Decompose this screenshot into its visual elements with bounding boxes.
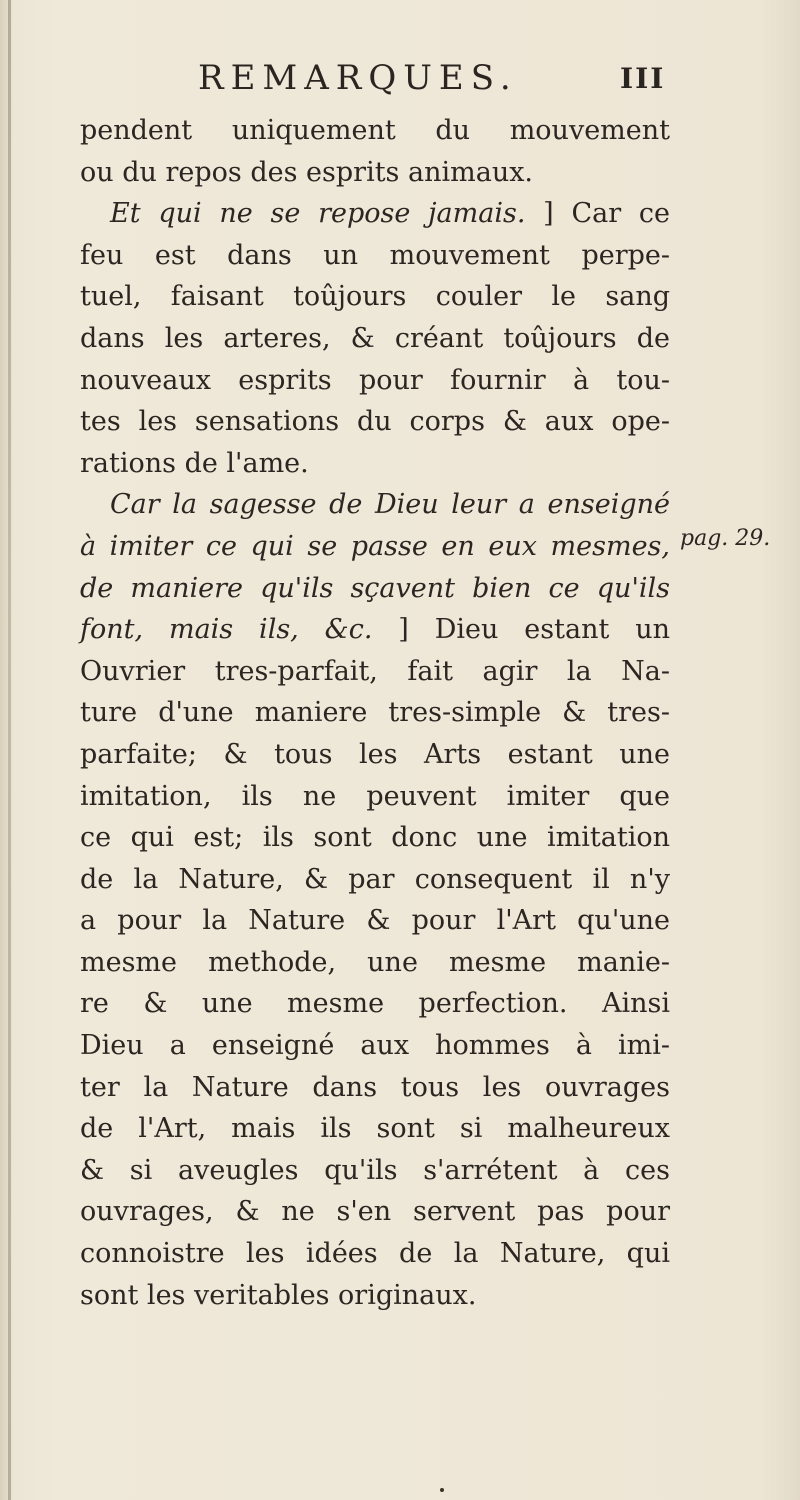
lemma-italic: font, mais ils, &c. bbox=[80, 614, 373, 646]
text-line-italic: à imiter ce qui se passe en eux mesmes, bbox=[80, 530, 670, 562]
text-line: ou du repos des esprits animaux. bbox=[80, 156, 534, 188]
text-line: Dieu a enseigné aux hommes à imi- bbox=[80, 1030, 670, 1062]
text-line: tes les sensations du corps & aux ope- bbox=[80, 406, 670, 438]
text-line: de la Nature, & par consequent il n'y bbox=[80, 863, 670, 895]
text-line: ture d'une maniere tres-simple & tres- bbox=[80, 697, 670, 729]
text-line: dans les arteres, & créant toûjours de bbox=[80, 322, 670, 354]
text-line: connoistre les idées de la Nature, qui bbox=[80, 1238, 670, 1270]
text-line: a pour la Nature & pour l'Art qu'une bbox=[80, 905, 670, 937]
ink-speck bbox=[440, 1488, 444, 1492]
text-line: rations de l'ame. bbox=[80, 447, 309, 479]
text-line: nouveaux esprits pour fournir à tou- bbox=[80, 364, 670, 396]
margin-reference: pag. 29. bbox=[680, 526, 771, 551]
text-line: ter la Nature dans tous les ouvrages bbox=[80, 1071, 670, 1103]
page-header bbox=[0, 58, 800, 108]
text-line: tuel, faisant toûjours couler le sang bbox=[80, 281, 670, 313]
text-line-italic: de maniere qu'ils sçavent bien ce qu'ils bbox=[80, 572, 670, 604]
lemma-italic: Et qui ne se repose jamais. bbox=[110, 198, 526, 230]
page-number: III bbox=[620, 62, 666, 95]
text-line: ce qui est; ils sont donc une imitation bbox=[80, 822, 670, 854]
binding-gutter bbox=[8, 0, 11, 1500]
text-line: parfaite; & tous les Arts estant une bbox=[80, 738, 670, 770]
text-line: re & une mesme perfection. Ainsi bbox=[80, 988, 670, 1020]
body-text bbox=[80, 110, 670, 1316]
commentary-text: ] Car ce bbox=[525, 198, 671, 230]
text-line: ouvrages, & ne s'en servent pas pour bbox=[80, 1196, 670, 1228]
text-line: sont les veritables originaux. bbox=[80, 1279, 477, 1311]
text-line bbox=[80, 193, 670, 235]
text-line: feu est dans un mouvement perpe- bbox=[80, 239, 670, 271]
commentary-text: ] Dieu estant un bbox=[372, 614, 670, 646]
text-line: & si aveugles qu'ils s'arrétent à ces bbox=[80, 1154, 670, 1186]
text-line: de l'Art, mais ils sont si malheureux bbox=[80, 1113, 670, 1145]
text-line: Ouvrier tres-parfait, fait agir la Na- bbox=[80, 655, 670, 687]
text-line-italic: Car la sagesse de Dieu leur a enseigné bbox=[110, 489, 670, 521]
running-title: REMARQUES. bbox=[198, 58, 518, 98]
text-line: imitation, ils ne peuvent imiter que bbox=[80, 780, 670, 812]
text-line: pendent uniquement du mouvement bbox=[80, 115, 670, 146]
text-line: mesme methode, une mesme manie- bbox=[80, 946, 670, 978]
text-line bbox=[80, 609, 670, 651]
